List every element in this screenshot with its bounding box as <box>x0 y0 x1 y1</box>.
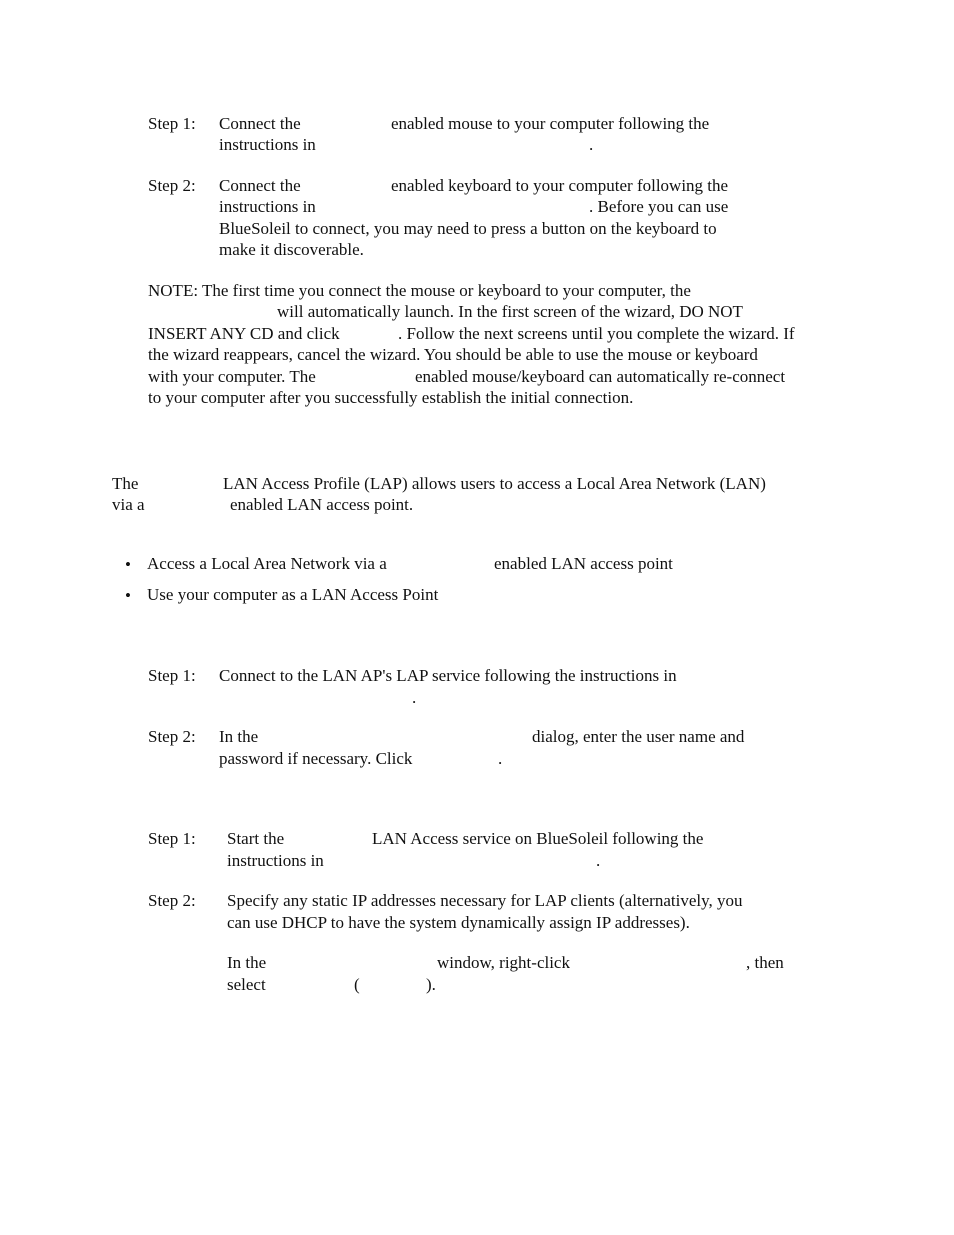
step-label: Step 2: <box>148 176 196 195</box>
intro-line: LAN Access Profile (LAP) allows users to access a Local Area Network (LAN) <box>223 474 766 493</box>
step-text: password if necessary. Click <box>219 749 413 768</box>
intro-line: The <box>112 474 139 493</box>
step-text: Connect the <box>219 114 305 133</box>
step-label: Step 1: <box>148 114 196 133</box>
step-text: can use DHCP to have the system dynamically assign IP addresses). <box>227 913 690 932</box>
step-label: Step 2: <box>148 727 196 746</box>
step-label: Step 1: <box>148 666 196 685</box>
step-text: LAN Access service on BlueSoleil following the <box>372 829 704 848</box>
step-text: . <box>589 135 594 154</box>
step-text: enabled mouse to your computer following the <box>391 114 710 133</box>
step-text: Start the <box>227 829 285 848</box>
step-text: make it discoverable. <box>219 240 364 259</box>
list-item-text: Access a Local Area Network via a <box>147 554 387 573</box>
step-text: . <box>498 749 503 768</box>
step-text: . <box>412 688 417 707</box>
step-text: In the <box>219 727 259 746</box>
intro-line: enabled LAN access point. <box>230 495 414 514</box>
step-text: instructions in <box>227 851 324 870</box>
detail-text: In the <box>227 953 267 972</box>
note-line: with your computer. The <box>148 367 316 386</box>
note-line: will automatically launch. In the first screen of the wizard, DO NOT <box>277 302 743 321</box>
step-text: Connect to the LAN AP's LAP service following the instructions in <box>219 666 677 685</box>
note-line: the wizard reappears, cancel the wizard. You should be able to use the mouse or keyboard <box>148 345 758 364</box>
step-text: . <box>596 851 601 870</box>
detail-text: ). <box>426 975 436 994</box>
intro-line: via a <box>112 495 145 514</box>
step-text: Connect the <box>219 176 305 195</box>
note-line: INSERT ANY CD and click <box>148 324 340 343</box>
step-label: Step 2: <box>148 891 196 910</box>
step-label: Step 1: <box>148 829 196 848</box>
note-line: . Follow the next screens until you complete the wizard. If <box>398 324 795 343</box>
note-line: NOTE: The first time you connect the mouse or keyboard to your computer, the <box>148 281 691 300</box>
detail-text: , then <box>746 953 784 972</box>
step-text: instructions in <box>219 135 316 154</box>
list-item-text: Use your computer as a LAN Access Point <box>147 585 439 604</box>
detail-text: select <box>227 975 266 994</box>
step-text: BlueSoleil to connect, you may need to press a button on the keyboard to <box>219 219 717 238</box>
step-text: dialog, enter the user name and <box>532 727 745 746</box>
detail-text: window, right-click <box>437 953 570 972</box>
list-item-text: enabled LAN access point <box>494 554 673 573</box>
step-text: enabled keyboard to your computer following the <box>391 176 729 195</box>
bullet-icon: • <box>125 555 131 574</box>
bullet-icon: • <box>125 586 131 605</box>
step-text: Specify any static IP addresses necessary for LAP clients (alternatively, you <box>227 891 743 910</box>
note-line: enabled mouse/keyboard can automatically re-connect <box>415 367 786 386</box>
note-line: to your computer after you successfully establish the initial connection. <box>148 388 634 407</box>
detail-text: ( <box>354 975 360 994</box>
step-text: . Before you can use <box>589 197 729 216</box>
step-text: instructions in <box>219 197 316 216</box>
